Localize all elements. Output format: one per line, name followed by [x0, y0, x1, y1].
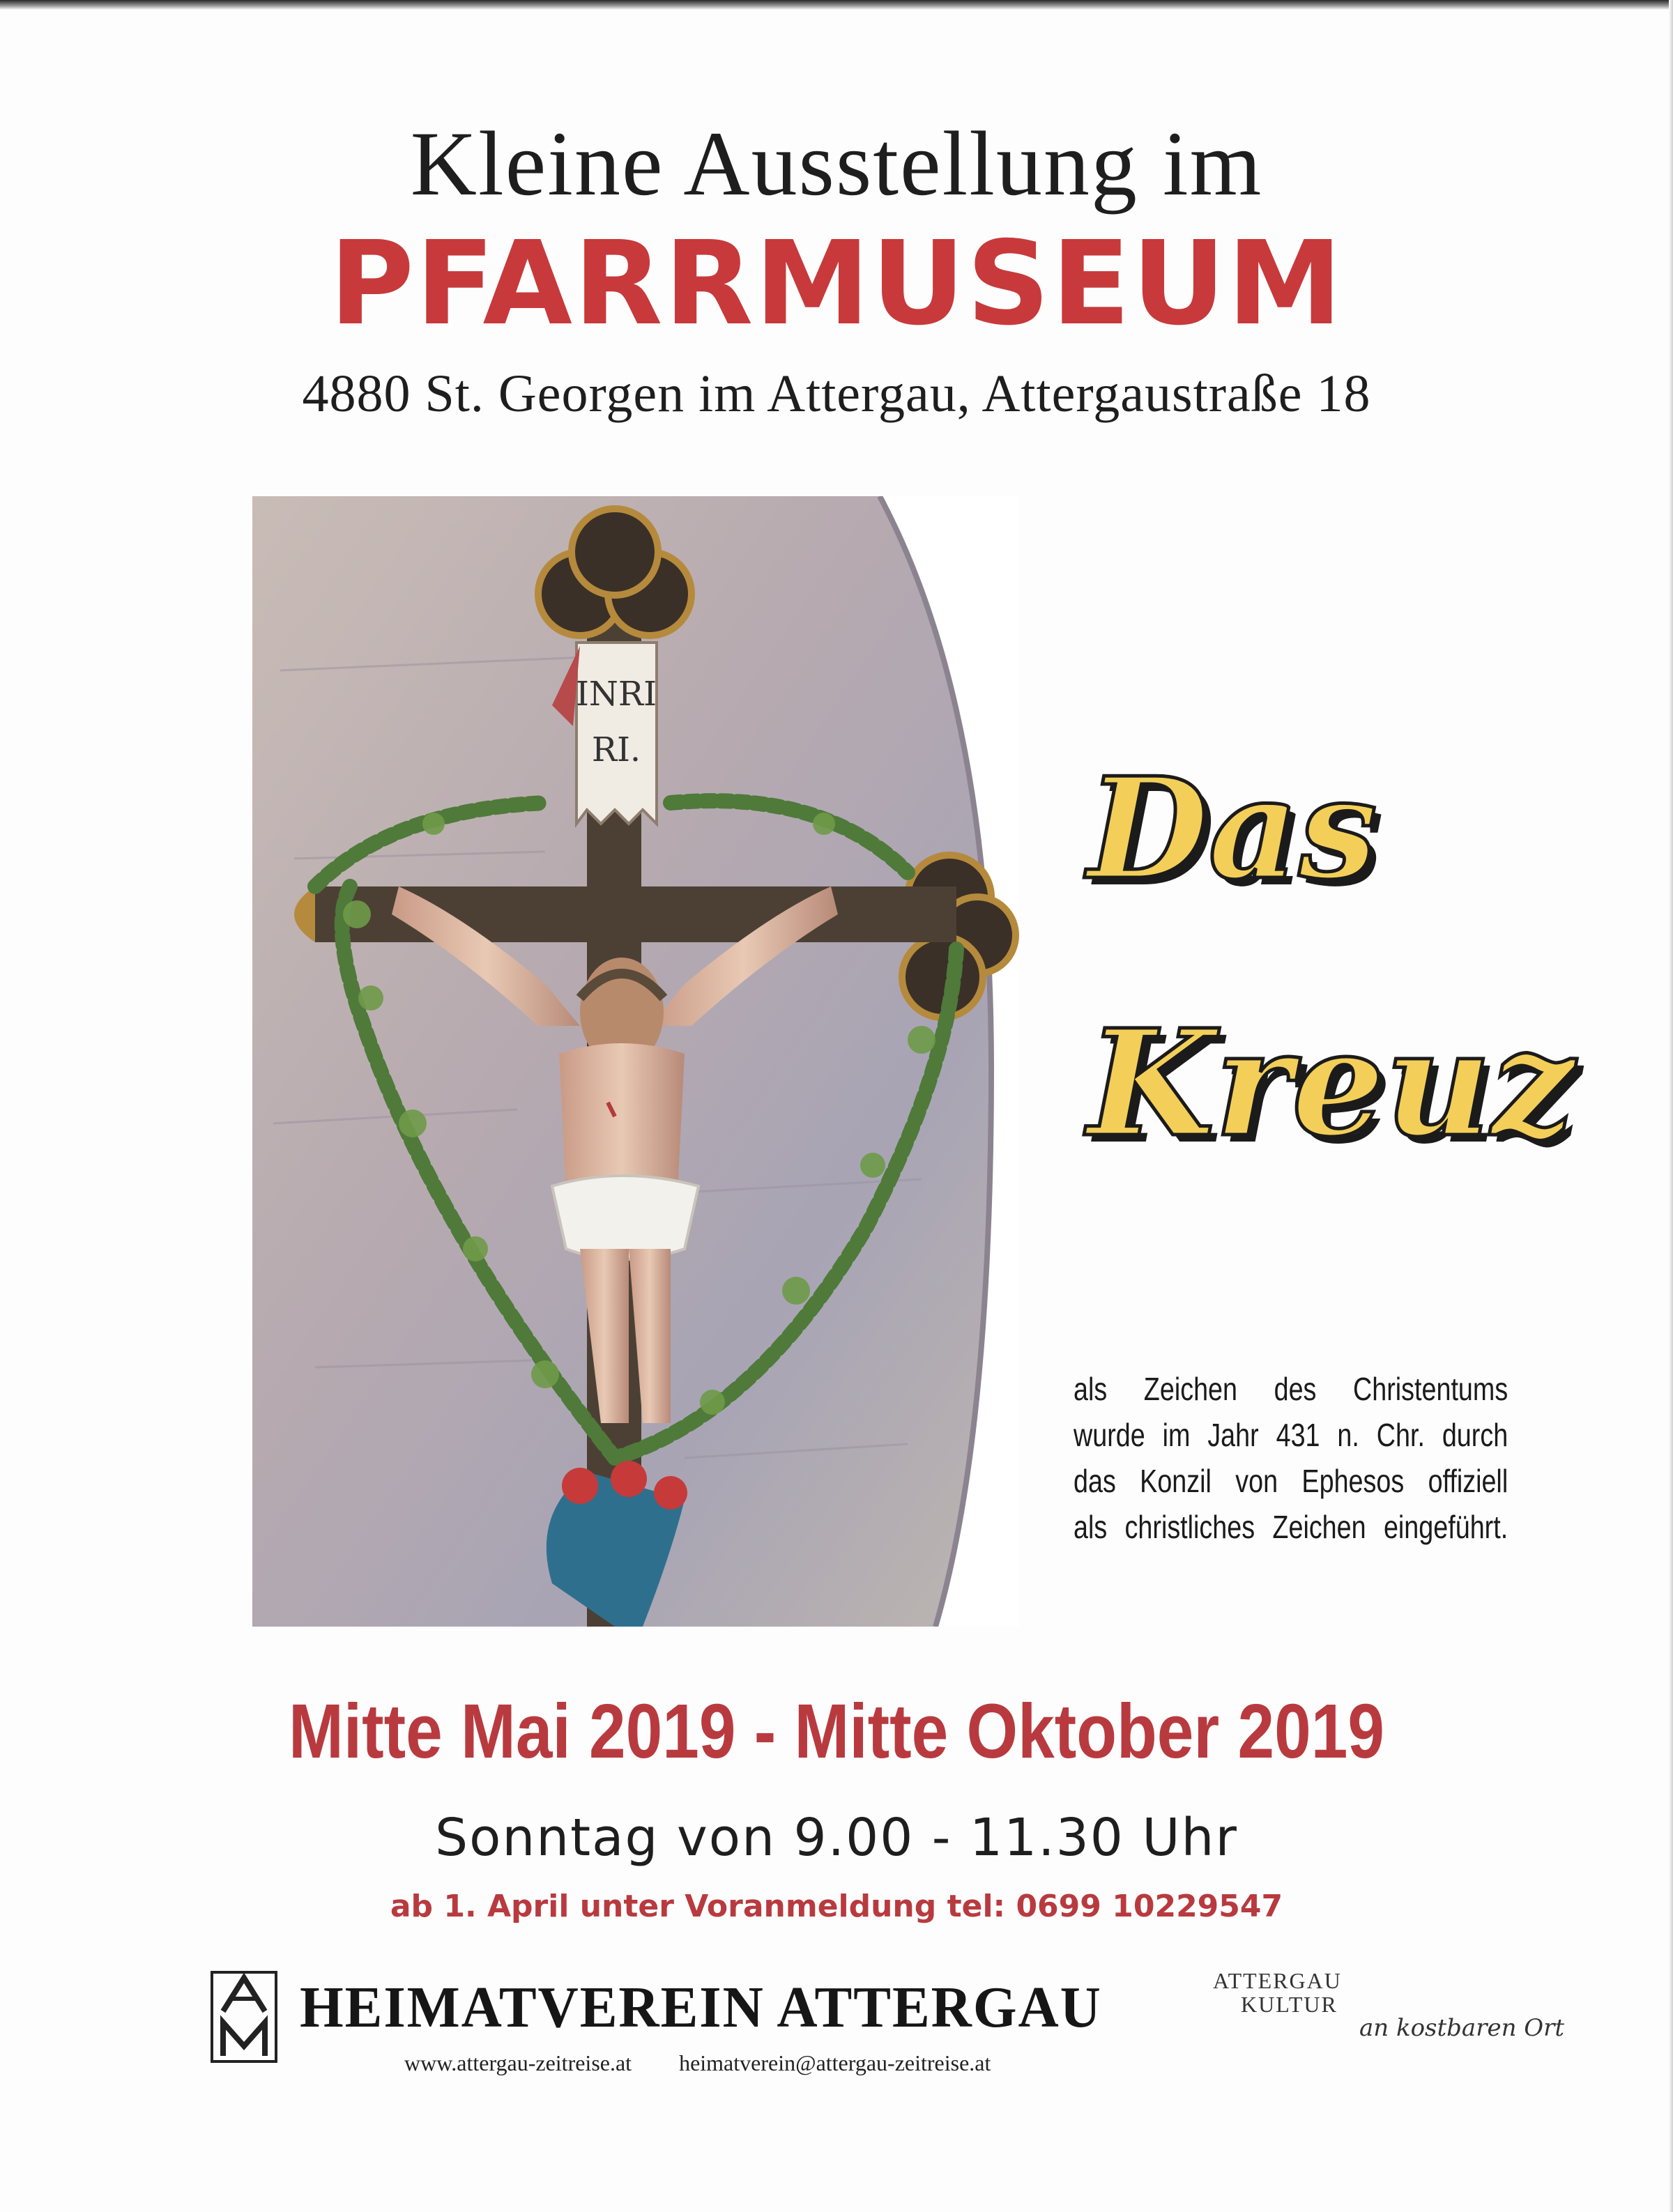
- heimatverein-logo-icon: [209, 1969, 279, 2064]
- headline: Kleine Ausstellung im: [410, 112, 1263, 215]
- partner-logo-line1: ATTERGAU: [1213, 1968, 1342, 1993]
- booking-info: ab 1. April unter Voranmeldung tel: 0699 10229547: [390, 1889, 1283, 1924]
- exhibition-dates: Mitte Mai 2019 - Mitte Oktober 2019: [289, 1689, 1384, 1774]
- description-line: als Zeichen des Christentums: [1074, 1371, 1508, 1407]
- museum-address: 4880 St. Georgen im Attergau, Attergaustraße 18: [302, 364, 1371, 423]
- museum-title: PFARRMUSEUM: [329, 217, 1344, 351]
- crucifix-illustration: [252, 496, 1019, 1627]
- title-das: Das: [1087, 747, 1377, 911]
- partner-signature: an kostbaren Ort: [1359, 2014, 1565, 2042]
- scan-edge-top: [0, 0, 1673, 10]
- organization-name: HEIMATVEREIN ATTERGAU: [300, 1975, 1102, 2040]
- description-line: wurde im Jahr 431 n. Chr. durch: [1074, 1417, 1508, 1453]
- description: [1074, 1366, 1508, 1550]
- description-line: das Konzil von Ephesos offiziell: [1074, 1463, 1508, 1499]
- crucifix-photo: [252, 496, 1019, 1627]
- footer-links: [404, 2048, 991, 2078]
- website-link[interactable]: www.attergau-zeitreise.at: [404, 2050, 632, 2075]
- opening-hours: Sonntag von 9.00 - 11.30 Uhr: [435, 1808, 1238, 1868]
- inri-bottom: RI.: [591, 730, 641, 769]
- email-link[interactable]: heimatverein@attergau-zeitreise.at: [679, 2050, 991, 2075]
- partner-logo-line2: KULTUR: [1241, 1992, 1338, 2017]
- inri-top: INRI: [575, 675, 657, 714]
- title-kreuz: Kreuz: [1087, 997, 1575, 1169]
- description-line: als christliches Zeichen eingeführt.: [1074, 1509, 1508, 1545]
